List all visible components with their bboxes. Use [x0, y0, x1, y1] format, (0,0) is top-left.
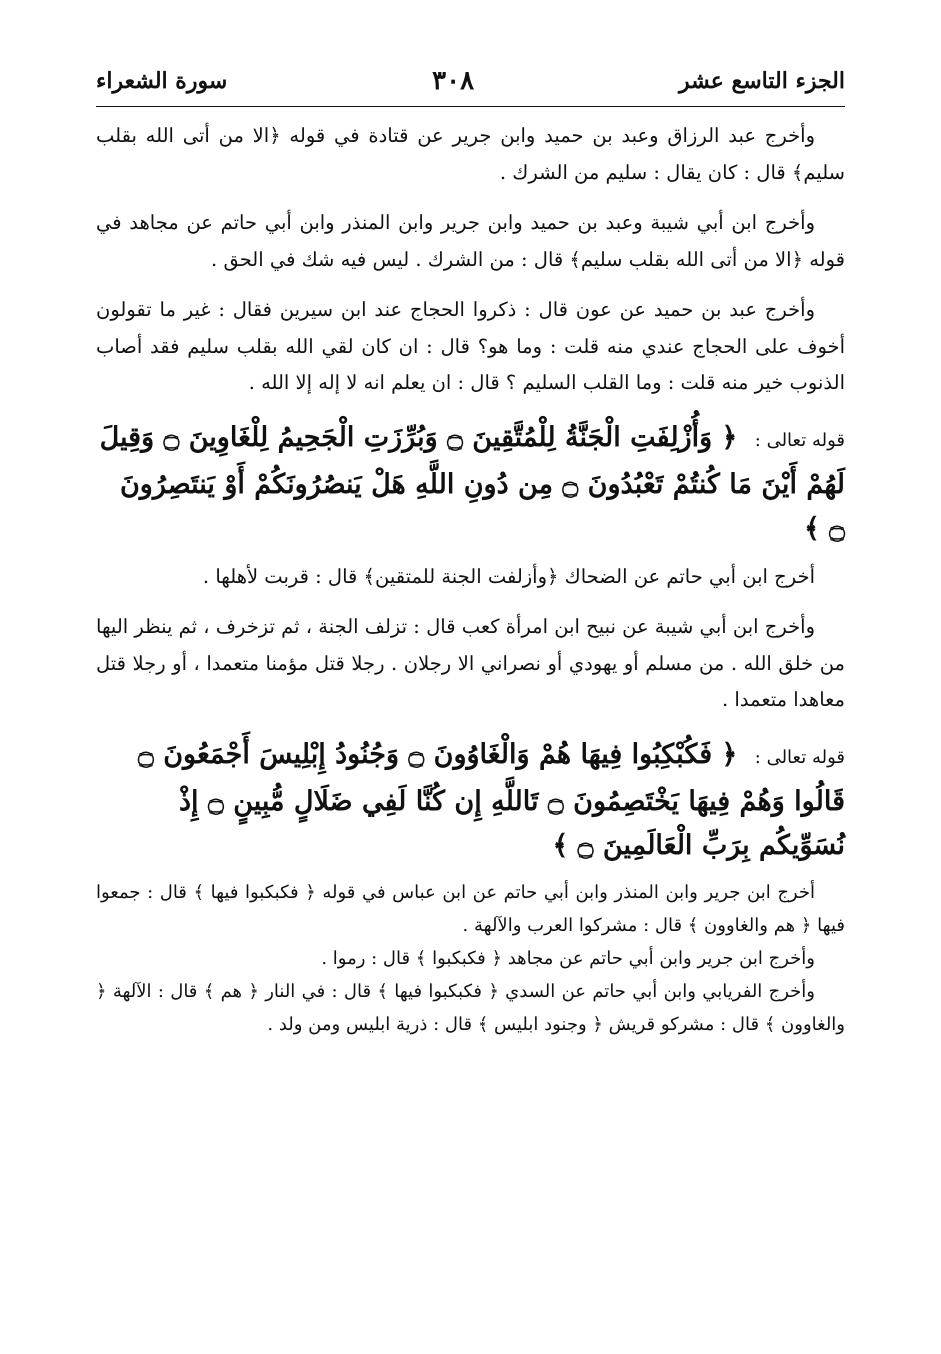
paragraph-suddi: وأخرج الفريابي وابن أبي حاتم عن السدي ﴿ فكبكبوا فيها ﴾ قال : في النار ﴿ هم ﴾ قال : الآلهة ﴿ والغاوون ﴾ قال : مشركو قريش ﴿ وجنود ابليس ﴾ قال : ذرية ابليس ومن ولد . [96, 980, 845, 1035]
page-header [96, 56, 845, 106]
paragraph-mujahid: وأخرج ابن أبي شيبة وعبد بن حميد وابن جرير وابن المنذر وابن أبي حاتم عن مجاهد في قوله ﴿الا من أتى الله بقلب سليم﴾ قال : من الشرك . ليس فيه شك في الحق . [96, 211, 845, 271]
quran-verse-block-2 [96, 733, 845, 868]
quran-verse-block-1 [96, 416, 845, 551]
surah-title: سورة الشعراء [96, 68, 228, 94]
verse-text: ﴿ فَكُبْكِبُوا فِيهَا هُمْ وَالْغَاوُونَ ۝ وَجُنُودُ إِبْلِيسَ أَجْمَعُونَ ۝ قَالُوا وَهُمْ فِيهَا يَخْتَصِمُونَ ۝ تَاللَّهِ إِن كُنَّا لَفِي ضَلَالٍ مُّبِينٍ ۝ إِذْ نُسَوِّيكُم بِرَبِّ الْعَالَمِينَ ۝ ﴾ [137, 738, 845, 861]
paragraph-dahhak: أخرج ابن أبي حاتم عن الضحاك ﴿وأزلفت الجنة للمتقين﴾ قال : قربت لأهلها . [202, 564, 815, 588]
paragraph-mujahid-2: وأخرج ابن جرير وابن أبي حاتم عن مجاهد ﴿ فكبكبوا ﴾ قال : رموا . [321, 947, 815, 969]
header-divider [96, 106, 845, 107]
verse-lead: قوله تعالى : [754, 429, 845, 451]
verse-text: ﴿ وَأُزْلِفَتِ الْجَنَّةُ لِلْمُتَّقِينَ ۝ وَبُرِّزَتِ الْجَحِيمُ لِلْغَاوِينَ ۝ وَقِيلَ لَهُمْ أَيْنَ مَا كُنتُمْ تَعْبُدُونَ ۝ مِن دُونِ اللَّهِ هَلْ يَنصُرُونَكُمْ أَوْ يَنتَصِرُونَ ۝ ﴾ [99, 421, 845, 544]
paragraph-nubayh: وأخرج ابن أبي شيبة عن نبيح ابن امرأة كعب قال : تزلف الجنة ، ثم تزخرف ، ثم ينظر اليها من خلق الله . من مسلم أو يهودي أو نصراني الا رجلان . رجلا قتل مؤمنا متعمدا ، أو رجلا قتل معاهدا متعمدا . [96, 615, 845, 711]
juz-title: الجزء التاسع عشر [678, 68, 845, 94]
page-number: ٣٠٨ [432, 66, 475, 96]
verse-lead: قوله تعالى : [754, 746, 845, 768]
page-body [96, 118, 845, 1041]
paragraph-ibn-abbas: أخرج ابن جرير وابن المنذر وابن أبي حاتم عن ابن عباس في قوله ﴿ فكبكبوا فيها ﴾ قال : جمعوا فيها ﴿ هم والغاوون ﴾ قال : مشركوا العرب والآلهة . [96, 881, 845, 936]
paragraph-awn: وأخرج عبد بن حميد عن عون قال : ذكروا الحجاج عند ابن سيرين فقال : غير ما تقولون أخوف على الحجاج عندي منه قلت : وما هو؟ قال : ان كان لقي الله بقلب سليم فقد أصاب الذنوب خير منه قلت : وما القلب السليم ؟ قال : ان يعلم انه لا إله إلا الله . [96, 298, 845, 394]
paragraph-qatada: وأخرج عبد الرزاق وعبد بن حميد وابن جرير عن قتادة في قوله ﴿الا من أتى الله بقلب سليم﴾ قال : كان يقال : سليم من الشرك . [96, 124, 845, 184]
